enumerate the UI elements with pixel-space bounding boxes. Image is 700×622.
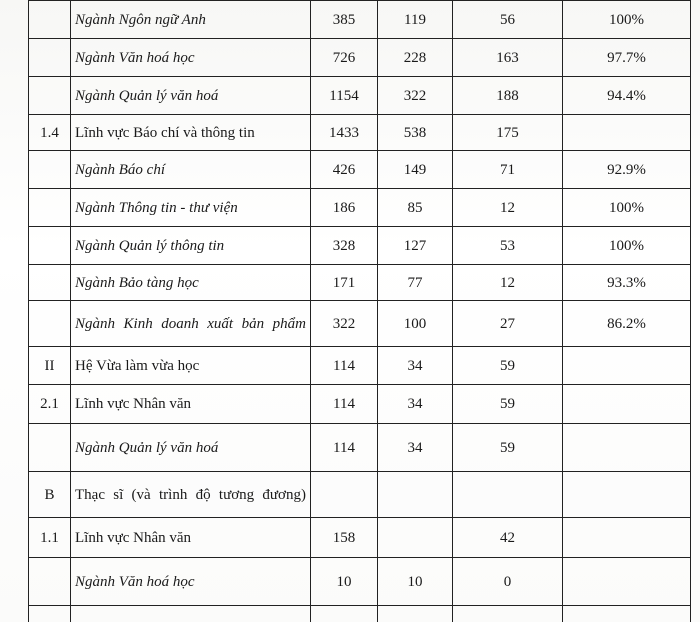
row-index-cell xyxy=(29,606,71,622)
row-index-cell xyxy=(29,77,71,115)
percent-cell: 100% xyxy=(563,189,691,227)
row-index-cell: B xyxy=(29,472,71,518)
row-name-cell: Ngành Thông tin - thư viện xyxy=(71,189,311,227)
percent-cell: 97.7% xyxy=(563,39,691,77)
value-cell-2: 127 xyxy=(378,227,453,265)
value-cell-1: 158 xyxy=(311,518,378,558)
value-cell-1: 726 xyxy=(311,39,378,77)
percent-cell: 94.4% xyxy=(563,77,691,115)
value-cell-3: 59 xyxy=(453,424,563,472)
value-cell-3: 175 xyxy=(453,115,563,151)
value-cell-2: 77 xyxy=(378,265,453,301)
value-cell-3: 42 xyxy=(453,518,563,558)
row-index-cell xyxy=(29,39,71,77)
row-name-cell: Lĩnh vực Báo chí và thông tin xyxy=(71,115,311,151)
row-index-cell xyxy=(29,1,71,39)
percent-cell xyxy=(563,347,691,385)
row-name-cell: Ngành Quản lý văn hoá xyxy=(71,424,311,472)
value-cell-2: 34 xyxy=(378,347,453,385)
value-cell-1: 1154 xyxy=(311,77,378,115)
row-index-cell: 1.4 xyxy=(29,115,71,151)
value-cell-3: 163 xyxy=(453,39,563,77)
value-cell-1: 114 xyxy=(311,385,378,424)
percent-cell: 92.9% xyxy=(563,151,691,189)
row-index-cell xyxy=(29,558,71,606)
row-name-cell xyxy=(71,606,311,622)
row-name-cell: Ngành Văn hoá học xyxy=(71,39,311,77)
row-name-cell: Ngành Ngôn ngữ Anh xyxy=(71,1,311,39)
value-cell-1: 10 xyxy=(311,558,378,606)
row-index-cell xyxy=(29,151,71,189)
value-cell-1: 1433 xyxy=(311,115,378,151)
value-cell-2: 228 xyxy=(378,39,453,77)
value-cell-2: 538 xyxy=(378,115,453,151)
value-cell-3 xyxy=(453,472,563,518)
row-index-cell xyxy=(29,424,71,472)
table-row xyxy=(29,39,691,77)
value-cell-2 xyxy=(378,606,453,622)
statistics-table xyxy=(28,0,691,622)
percent-cell xyxy=(563,472,691,518)
value-cell-2: 85 xyxy=(378,189,453,227)
row-index-cell xyxy=(29,189,71,227)
row-index-cell: II xyxy=(29,347,71,385)
value-cell-3: 59 xyxy=(453,385,563,424)
table-row xyxy=(29,227,691,265)
value-cell-2: 322 xyxy=(378,77,453,115)
value-cell-1: 114 xyxy=(311,424,378,472)
value-cell-1: 114 xyxy=(311,347,378,385)
value-cell-3: 12 xyxy=(453,189,563,227)
percent-cell: 93.3% xyxy=(563,265,691,301)
row-index-cell xyxy=(29,265,71,301)
table-row xyxy=(29,189,691,227)
value-cell-3: 59 xyxy=(453,347,563,385)
row-name-cell: Ngành Quản lý thông tin xyxy=(71,227,311,265)
percent-cell xyxy=(563,424,691,472)
row-name-cell: Lĩnh vực Nhân văn xyxy=(71,518,311,558)
percent-cell: 86.2% xyxy=(563,301,691,347)
value-cell-3: 12 xyxy=(453,265,563,301)
percent-cell xyxy=(563,518,691,558)
value-cell-2 xyxy=(378,518,453,558)
value-cell-2: 149 xyxy=(378,151,453,189)
table-row xyxy=(29,151,691,189)
table-row xyxy=(29,606,691,622)
value-cell-2: 100 xyxy=(378,301,453,347)
table-row xyxy=(29,1,691,39)
row-name-cell: Thạc sĩ (và trình độ tương đương) xyxy=(71,472,311,518)
percent-cell: 100% xyxy=(563,1,691,39)
value-cell-3 xyxy=(453,606,563,622)
value-cell-3: 27 xyxy=(453,301,563,347)
value-cell-1: 426 xyxy=(311,151,378,189)
table-row xyxy=(29,385,691,424)
row-index-cell: 1.1 xyxy=(29,518,71,558)
percent-cell: 100% xyxy=(563,227,691,265)
table-row xyxy=(29,301,691,347)
table-row xyxy=(29,558,691,606)
percent-cell xyxy=(563,558,691,606)
row-name-cell: Ngành Văn hoá học xyxy=(71,558,311,606)
value-cell-1: 328 xyxy=(311,227,378,265)
value-cell-1: 385 xyxy=(311,1,378,39)
value-cell-3: 53 xyxy=(453,227,563,265)
value-cell-2: 10 xyxy=(378,558,453,606)
table-row xyxy=(29,472,691,518)
table-row xyxy=(29,518,691,558)
table-row xyxy=(29,115,691,151)
row-name-cell: Ngành Báo chí xyxy=(71,151,311,189)
row-index-cell: 2.1 xyxy=(29,385,71,424)
row-name-cell: Lĩnh vực Nhân văn xyxy=(71,385,311,424)
value-cell-2: 34 xyxy=(378,424,453,472)
row-index-cell xyxy=(29,301,71,347)
value-cell-2: 119 xyxy=(378,1,453,39)
percent-cell xyxy=(563,115,691,151)
value-cell-1 xyxy=(311,606,378,622)
percent-cell xyxy=(563,606,691,622)
value-cell-1: 171 xyxy=(311,265,378,301)
value-cell-1 xyxy=(311,472,378,518)
value-cell-3: 56 xyxy=(453,1,563,39)
row-name-cell: Hệ Vừa làm vừa học xyxy=(71,347,311,385)
row-name-cell: Ngành Kinh doanh xuất bản phẩm xyxy=(71,301,311,347)
value-cell-2 xyxy=(378,472,453,518)
row-index-cell xyxy=(29,227,71,265)
value-cell-3: 71 xyxy=(453,151,563,189)
table-row xyxy=(29,77,691,115)
row-name-cell: Ngành Bảo tàng học xyxy=(71,265,311,301)
value-cell-1: 186 xyxy=(311,189,378,227)
percent-cell xyxy=(563,385,691,424)
table-row xyxy=(29,265,691,301)
value-cell-2: 34 xyxy=(378,385,453,424)
table-row xyxy=(29,424,691,472)
table-row xyxy=(29,347,691,385)
value-cell-1: 322 xyxy=(311,301,378,347)
row-name-cell: Ngành Quản lý văn hoá xyxy=(71,77,311,115)
value-cell-3: 0 xyxy=(453,558,563,606)
value-cell-3: 188 xyxy=(453,77,563,115)
